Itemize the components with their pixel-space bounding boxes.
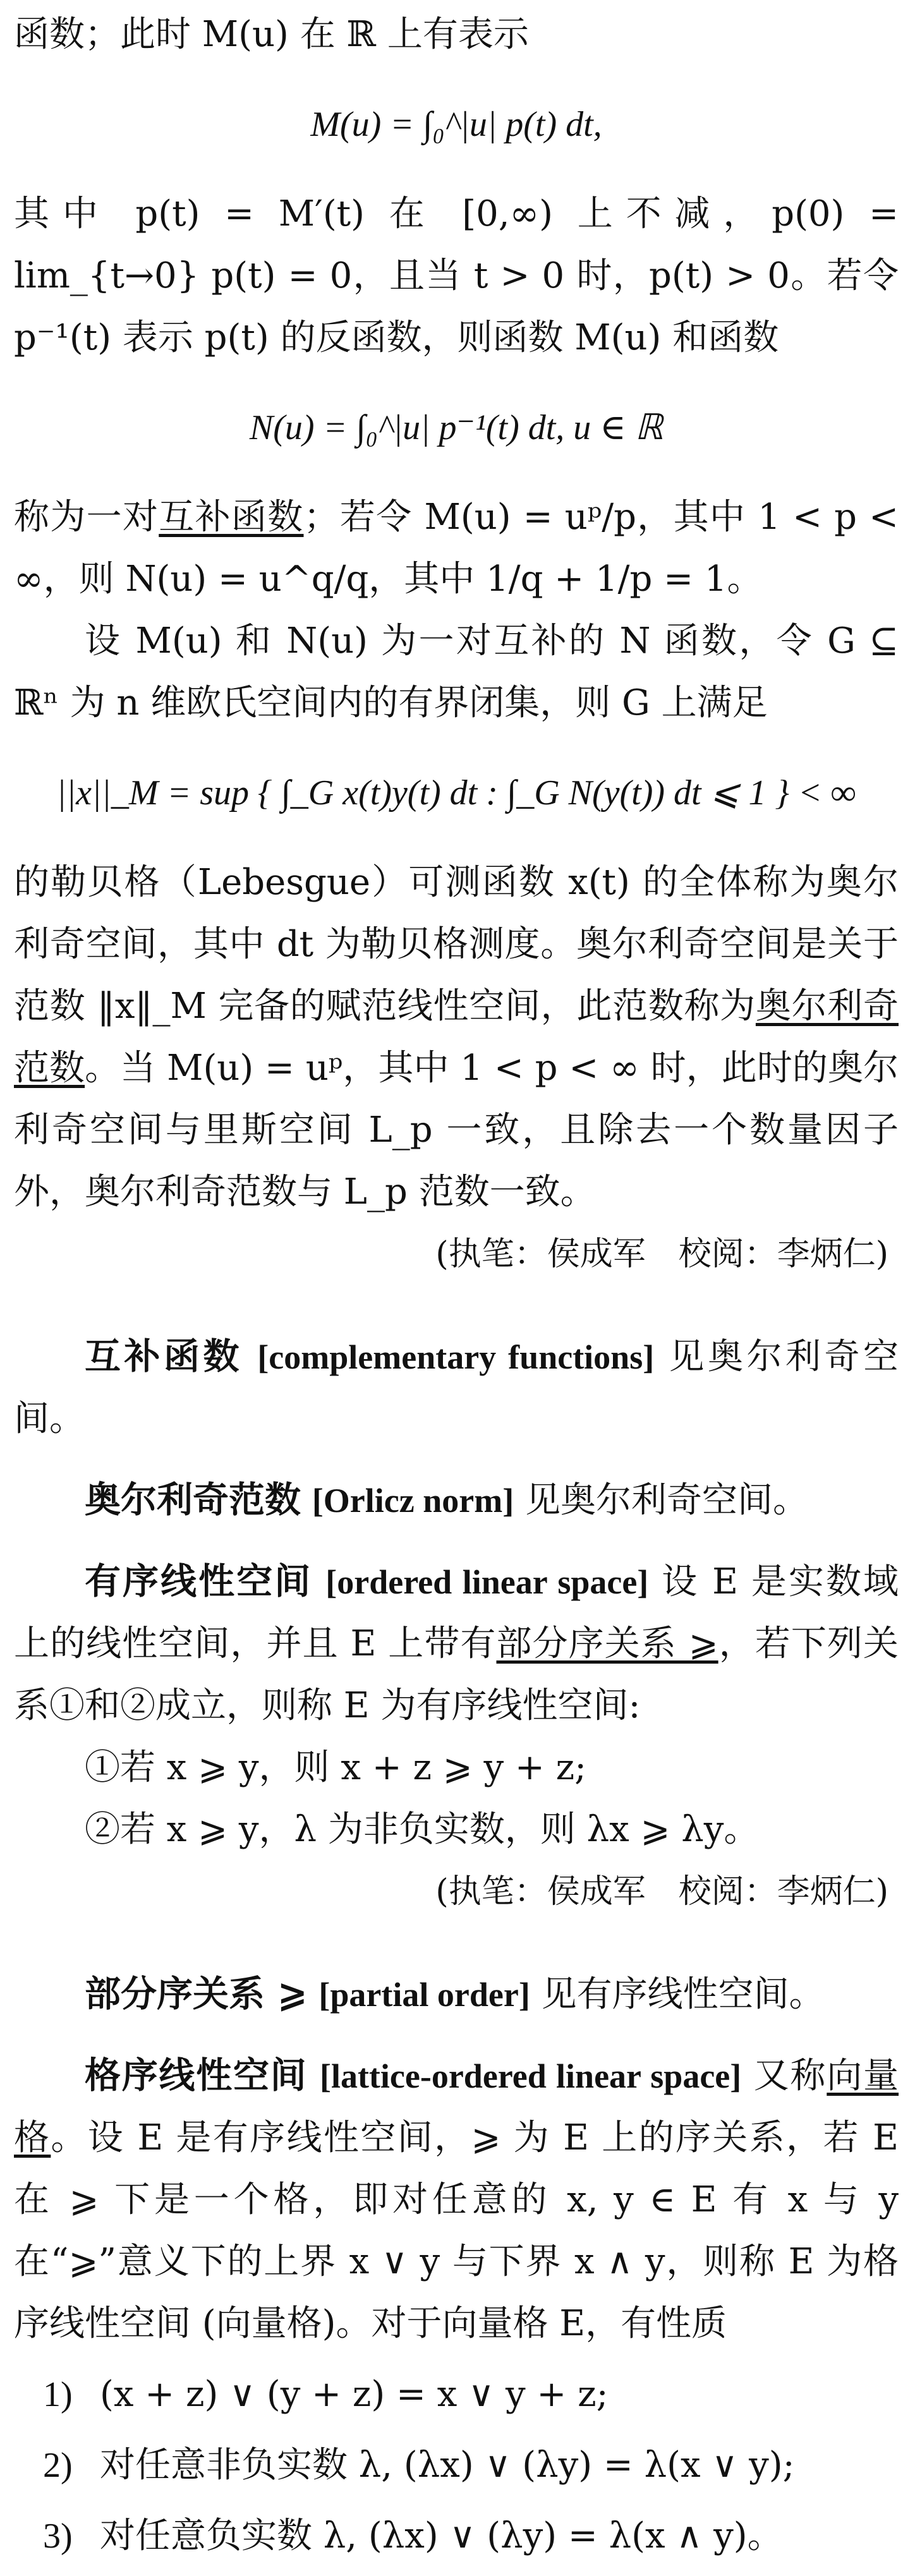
entry-english: [Orlicz norm] xyxy=(312,1482,514,1520)
list-item xyxy=(43,2364,899,2426)
display-equation: N(u) = ∫₀^|u| p⁻¹(t) dt, u ∈ ℝ xyxy=(249,408,664,447)
entry-heading: 互补函数 xyxy=(85,1336,243,1377)
signature: (执笔：侯成军 校阅：李炳仁) xyxy=(435,1873,888,1911)
condition-1: ①若 x ⩾ y，则 x + z ⩾ y + z; xyxy=(85,1747,587,1788)
entry-english: [complementary functions] xyxy=(257,1338,655,1376)
entry-text: ，若下列关系①和②成立，则称 E 为有序线性空间: xyxy=(14,1623,899,1726)
text: ；若令 M(u) = uᵖ/p，其中 1 < p < ∞，则 N(u) = u^q/q，其中 1/q + 1/p = 1。 xyxy=(14,497,899,600)
property-list xyxy=(14,2364,899,2567)
item-number: 2) xyxy=(43,2446,73,2485)
entry-english: [ordered linear space] xyxy=(325,1563,649,1601)
entry-heading: 奥尔利奇范数 xyxy=(85,1479,301,1521)
item-number: 3) xyxy=(43,2517,73,2556)
term-link[interactable]: 互补函数 xyxy=(159,497,304,538)
term-link[interactable]: 部分序关系 ⩾ xyxy=(496,1623,718,1664)
entry-text: 。设 E 是有序线性空间，⩾ 为 E 上的序关系，若 E 在 ⩾ 下是一个格，即对任意的 x, y ∈ E 有 x 与 y 在“⩾”意义下的上界 x ∨ y 与下界 x ∧ y，则称 E 为格序线性空间 (向量格)。对于向量格 E，有性质 xyxy=(14,2117,899,2344)
display-equation: ||x||_M = sup { ∫_G x(t)y(t) dt : ∫_G N(y(t)) dt ⩽ 1 } < ∞ xyxy=(56,773,856,813)
entry-text: 见有序线性空间。 xyxy=(541,1974,825,2015)
list-item xyxy=(43,2505,899,2567)
entry-english: [partial order] xyxy=(318,1976,530,2014)
term-link[interactable]: 奥尔利奇范数 xyxy=(14,986,899,1089)
term-link[interactable]: 向量格 xyxy=(14,2055,899,2158)
entry-english: [lattice-ordered linear space] xyxy=(319,2057,742,2095)
dictionary-entry xyxy=(14,1963,899,2026)
signature: (执笔：侯成军 校阅：李炳仁) xyxy=(435,1235,888,1273)
document-page xyxy=(14,4,899,2576)
paragraph: 其中 p(t) = M′(t) 在 [0,∞) 上不减，p(0) = lim_{t→0} p(t) = 0，且当 t > 0 时，p(t) > 0。若令 p⁻¹(t) 表示 p(t) 的反函数，则函数 M(u) 和函数 xyxy=(14,193,899,358)
dictionary-entry xyxy=(14,1469,899,1532)
item-text: (x + z) ∨ (y + z) = x ∨ y + z; xyxy=(100,2374,609,2415)
text: 的勒贝格（Lebesgue）可测函数 x(t) 的全体称为奥尔利奇空间，其中 dt 为勒贝格测度。奥尔利奇空间是关于范数 ‖x‖_M 完备的赋范线性空间，此范数称为 xyxy=(14,862,899,1027)
entry-heading: 格序线性空间 xyxy=(85,2055,308,2096)
paragraph xyxy=(14,852,899,1223)
dictionary-entry xyxy=(14,1551,899,1737)
item-text: 对任意非负实数 λ, (λx) ∨ (λy) = λ(x ∨ y); xyxy=(100,2445,795,2486)
item-number: 1) xyxy=(43,2375,73,2414)
text: 称为一对 xyxy=(14,497,159,538)
paragraph: 函数；此时 M(u) 在 ℝ 上有表示 xyxy=(14,14,529,55)
entry-text: 见奥尔利奇空间。 xyxy=(14,1336,899,1439)
dictionary-entry xyxy=(14,2045,899,2355)
entry-text: 又称 xyxy=(753,2055,827,2096)
paragraph xyxy=(14,487,899,610)
display-equation: M(u) = ∫₀^|u| p(t) dt, xyxy=(310,105,602,144)
dictionary-entry xyxy=(14,1326,899,1450)
text: 。当 M(u) = uᵖ，其中 1 < p < ∞ 时，此时的奥尔利奇空间与里斯空间 L_p 一致，且除去一个数量因子外，奥尔利奇范数与 L_p 范数一致。 xyxy=(14,1048,899,1212)
paragraph: 设 M(u) 和 N(u) 为一对互补的 N 函数，令 G ⊆ ℝⁿ 为 n 维欧氏空间内的有界闭集，则 G 上满足 xyxy=(14,620,899,723)
item-text: 对任意负实数 λ, (λx) ∨ (λy) = λ(x ∧ y)。 xyxy=(100,2515,783,2556)
entry-text: 设 E 是实数域上的线性空间，并且 E 上带有 xyxy=(14,1561,899,1664)
entry-text: 见奥尔利奇空间。 xyxy=(524,1480,808,1521)
list-item xyxy=(43,2434,899,2496)
entry-heading: 部分序关系 ⩾ xyxy=(85,1973,308,2015)
condition-2: ②若 x ⩾ y，λ 为非负实数，则 λx ⩾ λy。 xyxy=(85,1809,760,1850)
entry-heading: 有序线性空间 xyxy=(85,1561,313,1602)
